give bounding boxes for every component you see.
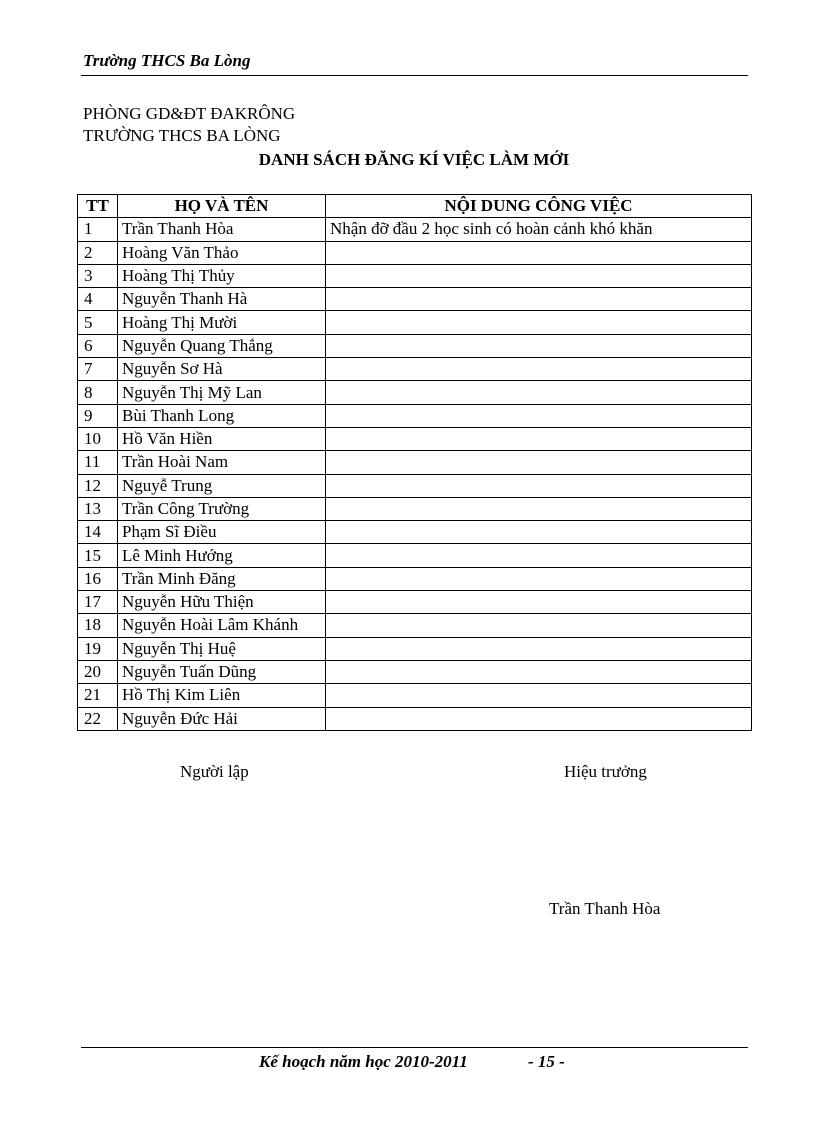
column-header-tt: TT: [78, 195, 118, 218]
row-number: 6: [78, 334, 118, 357]
table-row: [78, 404, 752, 427]
org-department: PHÒNG GD&ĐT ĐAKRÔNG: [83, 104, 296, 123]
row-name: Bùi Thanh Long: [118, 404, 326, 427]
column-header-task: NỘI DUNG CÔNG VIỆC: [326, 195, 752, 218]
row-name: Nguyễn Tuấn Dũng: [118, 660, 326, 683]
footer-plan: Kế hoạch năm học 2010-2011: [259, 1052, 468, 1071]
org-school: TRƯỜNG THCS BA LÒNG: [83, 126, 281, 145]
table-row: [78, 451, 752, 474]
row-number: 1: [78, 218, 118, 241]
row-name: Nguyễn Đức Hải: [118, 707, 326, 730]
table-row: [78, 567, 752, 590]
table-body: [78, 218, 752, 731]
row-number: 22: [78, 707, 118, 730]
row-name: Trần Minh Đăng: [118, 567, 326, 590]
row-name: Hồ Thị Kim Liên: [118, 684, 326, 707]
row-number: 19: [78, 637, 118, 660]
row-task: [326, 707, 752, 730]
row-number: 21: [78, 684, 118, 707]
row-number: 18: [78, 614, 118, 637]
table-row: [78, 288, 752, 311]
row-task: [326, 684, 752, 707]
table-row: [78, 474, 752, 497]
row-name: Phạm Sĩ Điều: [118, 521, 326, 544]
row-task: [326, 660, 752, 683]
table-row: [78, 591, 752, 614]
row-name: Nguyễ Trung: [118, 474, 326, 497]
row-number: 10: [78, 427, 118, 450]
row-name: Nguyễn Thị Huệ: [118, 637, 326, 660]
row-number: 4: [78, 288, 118, 311]
row-task: [326, 404, 752, 427]
footer-rule: [81, 1047, 748, 1048]
row-task: [326, 637, 752, 660]
row-number: 2: [78, 241, 118, 264]
row-task: [326, 358, 752, 381]
signature-principal-name: Trần Thanh Hòa: [549, 899, 661, 918]
row-name: Nguyễn Hữu Thiện: [118, 591, 326, 614]
row-task: [326, 497, 752, 520]
row-task: [326, 567, 752, 590]
row-task: [326, 427, 752, 450]
row-number: 11: [78, 451, 118, 474]
row-name: Trần Hoài Nam: [118, 451, 326, 474]
row-number: 3: [78, 264, 118, 287]
table-row: [78, 241, 752, 264]
table-row: [78, 381, 752, 404]
row-task: [326, 241, 752, 264]
row-task: [326, 288, 752, 311]
column-header-name: HỌ VÀ TÊN: [118, 195, 326, 218]
row-task: [326, 311, 752, 334]
row-name: Nguyễn Thanh Hà: [118, 288, 326, 311]
table-row: [78, 264, 752, 287]
table-row: [78, 427, 752, 450]
row-task: [326, 381, 752, 404]
row-number: 9: [78, 404, 118, 427]
row-name: Lê Minh Hướng: [118, 544, 326, 567]
row-task: Nhận đỡ đầu 2 học sinh có hoàn cảnh khó khăn: [326, 218, 752, 241]
row-number: 5: [78, 311, 118, 334]
row-task: [326, 474, 752, 497]
row-task: [326, 591, 752, 614]
footer-page-number: - 15 -: [528, 1052, 565, 1071]
row-name: Trần Thanh Hòa: [118, 218, 326, 241]
table-row: [78, 614, 752, 637]
table-row: [78, 334, 752, 357]
row-number: 17: [78, 591, 118, 614]
row-name: Nguyễn Quang Thắng: [118, 334, 326, 357]
table-row: [78, 358, 752, 381]
row-number: 12: [78, 474, 118, 497]
document-title: DANH SÁCH ĐĂNG KÍ VIỆC LÀM MỚI: [258, 150, 570, 169]
row-number: 15: [78, 544, 118, 567]
row-name: Hoàng Thị Thủy: [118, 264, 326, 287]
row-name: Nguyễn Thị Mỹ Lan: [118, 381, 326, 404]
table-row: [78, 684, 752, 707]
row-name: Trần Công Trường: [118, 497, 326, 520]
table-row: [78, 311, 752, 334]
table-row: [78, 521, 752, 544]
row-task: [326, 451, 752, 474]
row-name: Hồ Văn Hiền: [118, 427, 326, 450]
row-task: [326, 334, 752, 357]
row-name: Nguyễn Sơ Hà: [118, 358, 326, 381]
row-number: 16: [78, 567, 118, 590]
row-task: [326, 264, 752, 287]
registration-table: [77, 194, 752, 731]
row-name: Hoàng Văn Thảo: [118, 241, 326, 264]
signature-principal-label: Hiệu trưởng: [564, 762, 647, 781]
row-name: Hoàng Thị Mười: [118, 311, 326, 334]
table-row: [78, 660, 752, 683]
table-row: [78, 544, 752, 567]
row-task: [326, 521, 752, 544]
row-number: 7: [78, 358, 118, 381]
row-name: Nguyễn Hoài Lâm Khánh: [118, 614, 326, 637]
table-row: [78, 707, 752, 730]
row-number: 14: [78, 521, 118, 544]
table-row: [78, 637, 752, 660]
header-rule: [81, 75, 748, 76]
row-task: [326, 614, 752, 637]
table-header-row: [78, 195, 752, 218]
row-number: 8: [78, 381, 118, 404]
signature-creator-label: Người lập: [180, 762, 249, 781]
table-row: [78, 497, 752, 520]
row-task: [326, 544, 752, 567]
table-row: [78, 218, 752, 241]
row-number: 13: [78, 497, 118, 520]
page-header-school: Trường THCS Ba Lòng: [83, 51, 251, 70]
row-number: 20: [78, 660, 118, 683]
